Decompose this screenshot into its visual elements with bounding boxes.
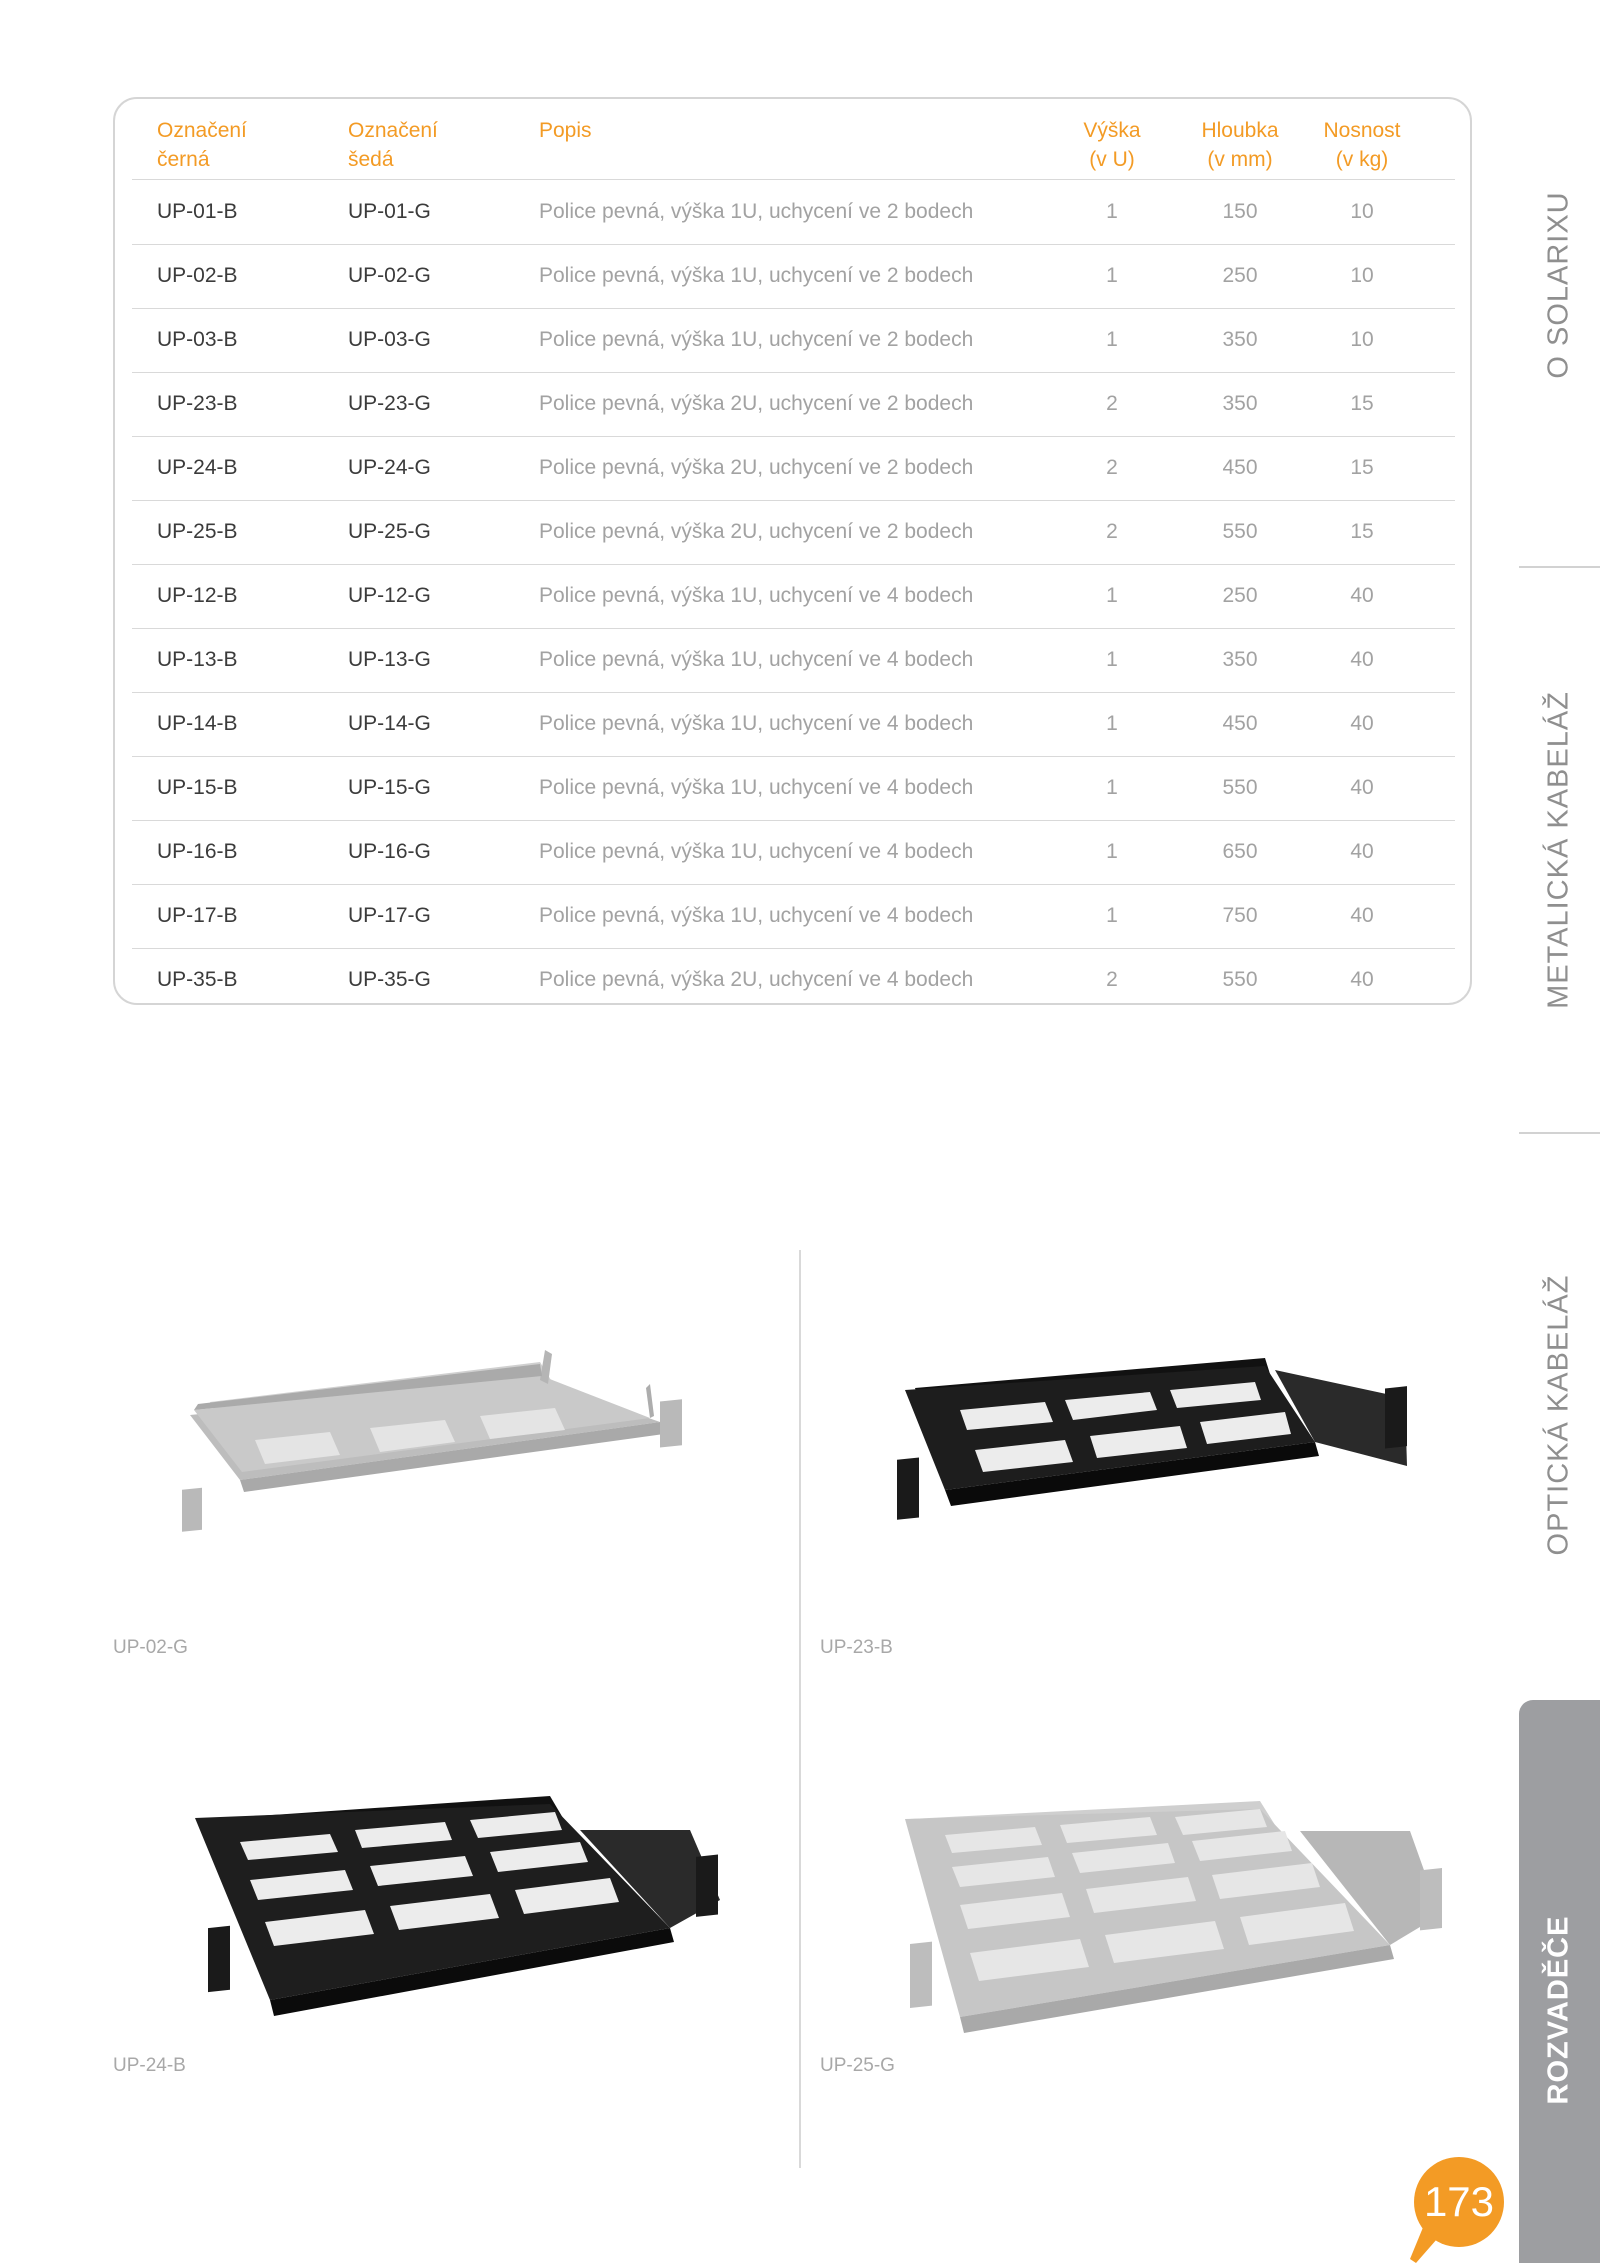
cell-load: 40: [1350, 776, 1374, 799]
cell-code-gray: UP-12-G: [348, 584, 431, 607]
table-row: [132, 820, 1455, 885]
tab-opticka-kabelaz[interactable]: OPTICKÁ KABELÁŽ: [1542, 1274, 1575, 1556]
page-number: 173: [1414, 2157, 1504, 2247]
header-description: Popis: [539, 119, 592, 142]
cell-load: 15: [1350, 456, 1374, 479]
cell-depth: 550: [1222, 776, 1258, 799]
cell-code-black: UP-24-B: [157, 456, 238, 479]
cell-depth: 750: [1222, 904, 1258, 927]
cell-load: 10: [1350, 264, 1374, 287]
table-row: [132, 372, 1455, 437]
table-row: [132, 884, 1455, 949]
cell-code-gray: UP-01-G: [348, 200, 431, 223]
cell-depth: 450: [1222, 712, 1258, 735]
cell-code-black: UP-13-B: [157, 648, 238, 671]
cell-load: 10: [1350, 200, 1374, 223]
table-row: [132, 500, 1455, 565]
tab-o-solarixu[interactable]: O SOLARIXU: [1542, 191, 1575, 379]
table-row: [132, 948, 1455, 1012]
table-row: [132, 756, 1455, 821]
header-height: [1062, 116, 1162, 174]
cell-code-black: UP-17-B: [157, 904, 238, 927]
image-divider: [799, 1250, 801, 2168]
header-code-black-line2: černá: [157, 148, 210, 171]
cell-description: Police pevná, výška 1U, uchycení ve 4 bodech: [539, 584, 974, 607]
header-depth-line1: Hloubka: [1201, 119, 1279, 142]
cell-height: 1: [1106, 648, 1118, 671]
cell-height: 1: [1106, 200, 1118, 223]
cell-code-gray: UP-24-G: [348, 456, 431, 479]
cell-code-gray: UP-03-G: [348, 328, 431, 351]
cell-code-black: UP-35-B: [157, 968, 238, 991]
header-load: [1307, 116, 1417, 174]
cell-height: 2: [1106, 520, 1118, 543]
header-depth: [1180, 116, 1300, 174]
cell-code-gray: UP-14-G: [348, 712, 431, 735]
table-header: [132, 99, 1455, 180]
product-table: [113, 97, 1472, 1005]
cell-code-black: UP-12-B: [157, 584, 238, 607]
table-row: [132, 308, 1455, 373]
cell-depth: 450: [1222, 456, 1258, 479]
header-height-line1: Výška: [1083, 119, 1141, 142]
cell-height: 1: [1106, 584, 1118, 607]
cell-code-black: UP-01-B: [157, 200, 238, 223]
table-row: [132, 180, 1455, 245]
caption-up-23-b: UP-23-B: [820, 1637, 893, 1658]
header-code-black-line1: Označení: [157, 119, 247, 142]
cell-code-black: UP-25-B: [157, 520, 238, 543]
cell-code-gray: UP-13-G: [348, 648, 431, 671]
cell-height: 1: [1106, 840, 1118, 863]
cell-code-gray: UP-15-G: [348, 776, 431, 799]
cell-code-black: UP-03-B: [157, 328, 238, 351]
cell-code-gray: UP-17-G: [348, 904, 431, 927]
cell-description: Police pevná, výška 2U, uchycení ve 2 bodech: [539, 520, 974, 543]
cell-depth: 350: [1222, 328, 1258, 351]
cell-depth: 250: [1222, 584, 1258, 607]
cell-description: Police pevná, výška 2U, uchycení ve 4 bodech: [539, 968, 974, 991]
shelf-image-up-25-g: [900, 1795, 1450, 2045]
cell-load: 10: [1350, 328, 1374, 351]
section-sidebar: [1519, 0, 1600, 2263]
header-code-gray-line1: Označení: [348, 119, 438, 142]
cell-code-gray: UP-02-G: [348, 264, 431, 287]
shelf-image-up-02-g: [180, 1340, 700, 1560]
cell-code-gray: UP-35-G: [348, 968, 431, 991]
table-row: [132, 436, 1455, 501]
cell-depth: 550: [1222, 968, 1258, 991]
cell-height: 1: [1106, 904, 1118, 927]
cell-load: 40: [1350, 840, 1374, 863]
cell-description: Police pevná, výška 1U, uchycení ve 2 bodech: [539, 328, 974, 351]
cell-description: Police pevná, výška 1U, uchycení ve 4 bodech: [539, 904, 974, 927]
tab-separator: [1519, 1132, 1600, 1134]
cell-description: Police pevná, výška 2U, uchycení ve 2 bodech: [539, 456, 974, 479]
header-code-gray: [348, 116, 438, 174]
tab-metalicka-kabelaz[interactable]: METALICKÁ KABELÁŽ: [1542, 691, 1575, 1009]
table-row: [132, 628, 1455, 693]
header-code-gray-line2: šedá: [348, 148, 394, 171]
cell-depth: 350: [1222, 392, 1258, 415]
cell-load: 15: [1350, 392, 1374, 415]
cell-description: Police pevná, výška 2U, uchycení ve 2 bodech: [539, 392, 974, 415]
cell-code-black: UP-02-B: [157, 264, 238, 287]
cell-height: 2: [1106, 456, 1118, 479]
cell-code-gray: UP-16-G: [348, 840, 431, 863]
cell-description: Police pevná, výška 1U, uchycení ve 4 bodech: [539, 776, 974, 799]
cell-height: 2: [1106, 392, 1118, 415]
header-code-black: [157, 116, 247, 174]
cell-load: 40: [1350, 712, 1374, 735]
cell-code-gray: UP-23-G: [348, 392, 431, 415]
header-load-line2: (v kg): [1335, 148, 1389, 171]
cell-load: 40: [1350, 648, 1374, 671]
cell-height: 1: [1106, 264, 1118, 287]
cell-code-black: UP-14-B: [157, 712, 238, 735]
cell-depth: 650: [1222, 840, 1258, 863]
caption-up-25-g: UP-25-G: [820, 2055, 895, 2076]
cell-height: 1: [1106, 712, 1118, 735]
cell-description: Police pevná, výška 1U, uchycení ve 2 bodech: [539, 200, 974, 223]
cell-description: Police pevná, výška 1U, uchycení ve 2 bodech: [539, 264, 974, 287]
cell-height: 2: [1106, 968, 1118, 991]
cell-height: 1: [1106, 328, 1118, 351]
cell-code-black: UP-23-B: [157, 392, 238, 415]
shelf-image-up-24-b: [190, 1790, 730, 2030]
cell-depth: 550: [1222, 520, 1258, 543]
tab-separator: [1519, 566, 1600, 568]
cell-load: 15: [1350, 520, 1374, 543]
cell-code-black: UP-15-B: [157, 776, 238, 799]
caption-up-24-b: UP-24-B: [113, 2055, 186, 2076]
table-row: [132, 692, 1455, 757]
cell-depth: 150: [1222, 200, 1258, 223]
cell-code-gray: UP-25-G: [348, 520, 431, 543]
cell-description: Police pevná, výška 1U, uchycení ve 4 bodech: [539, 712, 974, 735]
header-depth-line2: (v mm): [1207, 148, 1273, 171]
tab-rozvadece-active[interactable]: [1519, 1700, 1600, 2263]
table-row: [132, 244, 1455, 309]
cell-depth: 350: [1222, 648, 1258, 671]
cell-code-black: UP-16-B: [157, 840, 238, 863]
table-row: [132, 564, 1455, 629]
header-height-line2: (v U): [1089, 148, 1135, 171]
cell-height: 1: [1106, 776, 1118, 799]
tab-rozvadece-label: ROZVADĚČE: [1542, 1915, 1575, 2105]
header-load-line1: Nosnost: [1323, 119, 1401, 142]
shelf-image-up-23-b: [895, 1350, 1415, 1580]
cell-load: 40: [1350, 584, 1374, 607]
cell-load: 40: [1350, 968, 1374, 991]
cell-description: Police pevná, výška 1U, uchycení ve 4 bodech: [539, 648, 974, 671]
cell-load: 40: [1350, 904, 1374, 927]
caption-up-02-g: UP-02-G: [113, 1637, 188, 1658]
cell-description: Police pevná, výška 1U, uchycení ve 4 bodech: [539, 840, 974, 863]
cell-depth: 250: [1222, 264, 1258, 287]
